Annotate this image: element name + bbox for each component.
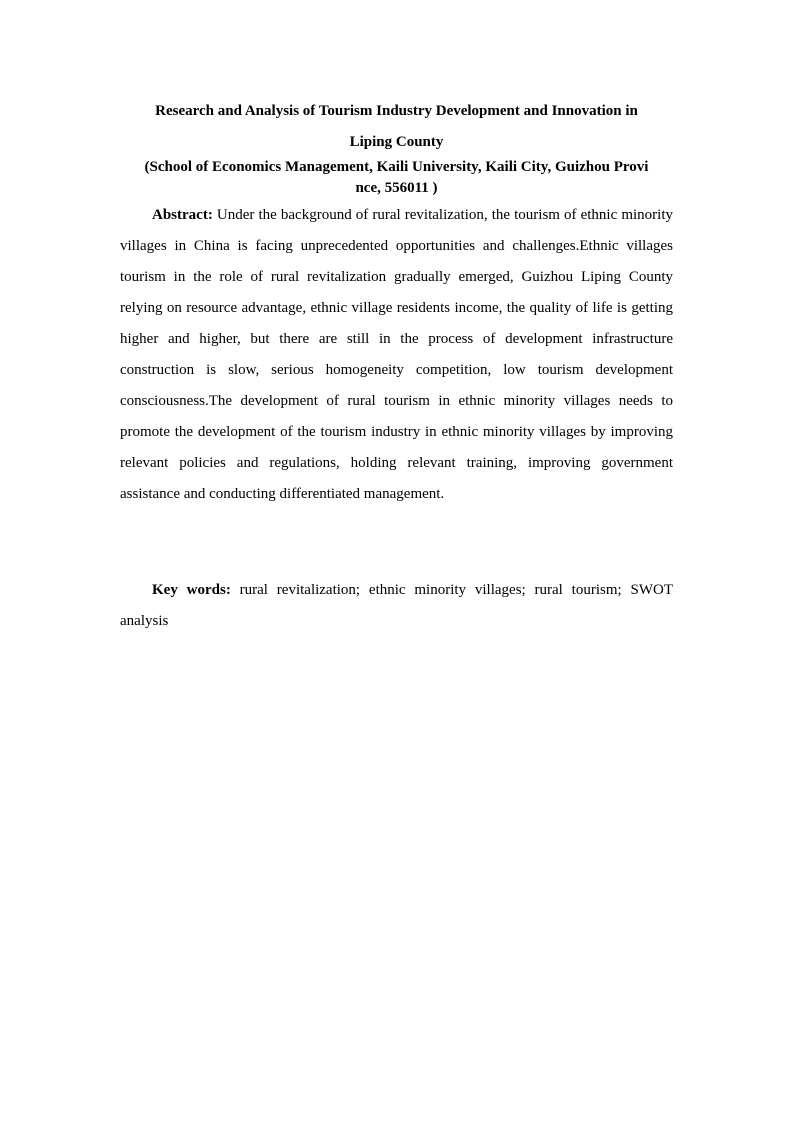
affiliation-line-1: (School of Economics Management, Kaili University, Kaili City, Guizhou Provi (144, 159, 649, 175)
paper-title-line-2: Liping County (349, 134, 444, 150)
abstract-paragraph (120, 200, 673, 510)
keywords-label: Key words: (152, 582, 231, 598)
paper-title-line-1: Research and Analysis of Tourism Industry Development and Innovation in (155, 103, 638, 119)
keywords-text: rural revitalization; ethnic minority villages; rural tourism; SWOT analysis (120, 582, 673, 629)
affiliation-line-2: nce, 556011 ) (355, 180, 438, 196)
abstract-text: Under the background of rural revitalization, the tourism of ethnic minority villages in China is facing unprecedented opportunities and challenges.Ethnic villages tourism in the role of rural revitalization gradually emerged, Guizhou Liping County relying on resource advantage, ethnic village residents income, the quality of life is getting higher and higher, but there are still in the process of development infrastructure construction is slow, serious homogeneity competition, low tourism development consciousness.The development of rural tourism in ethnic minority villages needs to promote the development of the tourism industry in ethnic minority villages by improving relevant policies and regulations, holding relevant training, improving government assistance and conducting differentiated management. (120, 207, 674, 502)
author-affiliation (120, 157, 673, 199)
keywords-paragraph (120, 575, 673, 637)
abstract-label: Abstract: (152, 207, 213, 223)
